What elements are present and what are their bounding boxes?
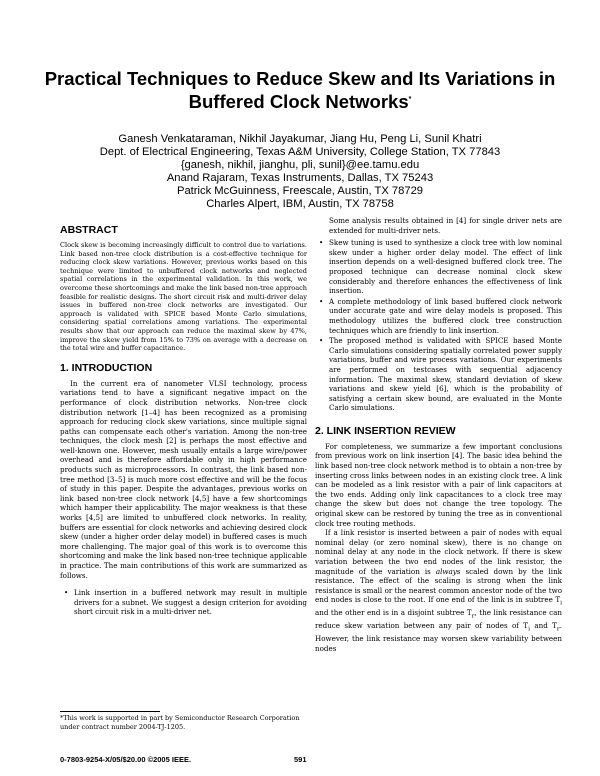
footnote: *This work is supported in part by Semiconductor Research Corporation under contract number 2004-TJ-1205. (60, 714, 300, 731)
author-line: Anand Rajaram, Texas Instruments, Dallas, TX 75243 (166, 172, 434, 184)
section-2-paragraph-1: For completeness, we summarize a few important conclusions from previous work on link insertion [4]. The basic idea behind the link based non-tree clock network method is to obtain a non-tree by inserting cross links between nodes in an existing clock tree. A link can be modeled as a link resistor with a pair of link capacitors at the two ends. Adding only link capacitances to a clock tree may change the skew but does not change the tree topology. The original skew can be restored by tuning the tree as in conventional clock tree routing methods. (315, 441, 562, 528)
list-item-text: A complete methodology of link based buffered clock network under accurate gate and wire delay models is proposed. This methodology utilizes the buffered clock tree construction techniques which are friendly to link insertion. (329, 296, 562, 335)
list-item-text: The proposed method is validated with SPICE based Monte Carlo simulations considering spatially correlated power supply variations, buffer and wire process variations. Our experiments are performed on testcases with sequential adjacency information. The maximal skew, standard deviation of skew variations and skew yield [6], which is the probability of satisfying a certain skew bound, are evaluated in the Monte Carlo simulations. (329, 336, 562, 413)
author-line: Patrick McGuinness, Freescale, Austin, TX 78729 (176, 185, 424, 197)
footnote-divider (60, 711, 160, 712)
page-number: 591 (294, 755, 307, 764)
paper-title (30, 68, 570, 112)
subscript: i (528, 625, 530, 633)
list-item (315, 238, 562, 296)
text-run: and the other end is in a disjoint subtree T (315, 608, 472, 618)
author-line: Charles Alpert, IBM, Austin, TX 78758 (206, 198, 394, 210)
emphasis: always (435, 566, 461, 576)
text-run: . However, the link resistance may worsen skew variability between nodes (315, 621, 563, 654)
author-emails: {ganesh, nikhil, jianghu, pli, sunil}@ee.tamu.edu (180, 159, 420, 171)
section-2-heading: 2. LINK INSERTION REVIEW (315, 424, 456, 437)
left-column (60, 224, 307, 618)
contributions-list-continued (315, 238, 562, 413)
title-line-1: Practical Techniques to Reduce Skew and Its Variations in (44, 68, 556, 89)
bullet-icon: • (319, 336, 324, 346)
bullet-continuation: Some analysis results obtained in [4] for single driver nets are extended for multi-driver nets. (329, 216, 562, 235)
title-line-2 (30, 89, 570, 112)
list-item (315, 297, 562, 335)
list-item (315, 336, 562, 413)
text-run: scaled down by the link resistance. The effect of the scaling is strong when the link resistance is small or the nearest common ancestor node of the two end nodes is close to the root. If one end of the link is in subtree T (315, 566, 562, 605)
copyright-line: 0-7803-9254-X/05/$20.00 ©2005 IEEE. (60, 755, 192, 764)
subscript: i (560, 599, 562, 607)
author-block (60, 133, 540, 211)
bullet-icon: • (64, 588, 69, 598)
introduction-paragraph: In the current era of nanometer VLSI technology, process variations tend to have a significant negative impact on the performance of clock distribution networks. Non-tree clock distribution network [1–4] has been recognized as a promising approach for reducing clock skew variations, since multiple signal paths can compensate each other's variation. Among the non-tree techniques, the clock mesh [2] is perhaps the most effective and well-known one. However, mesh usually entails a large wire/power overhead and is therefore affordable only in high performance products such as microprocessors. In contrast, the link based non-tree method [3–5] is much more cost effective and will be the focus of study in this paper. Despite the advantages, previous works on link based non-tree clock network [4,5] have a few shortcomings which hamper their applicability. The major weakness is that these works [4,5] are limited to unbuffered clock networks. In reality, buffers are essential for clock networks and achieving desired clock skew (under a higher order delay model) in buffered cases is much more challenging. The major goal of this work is to overcome this shortcoming and make the link based non-tree technique applicable in practice. The main contributions of this work are summarized as follows. (60, 378, 307, 580)
section-2-paragraph-2 (315, 528, 562, 653)
introduction-heading: 1. INTRODUCTION (60, 361, 153, 374)
abstract-text: Clock skew is becoming increasingly difficult to control due to variations. Link based non-tree clock distribution is a cost-effective technique for reducing clock skew variations. However, previous works based on this technique were limited to unbuffered clock networks and neglected spatial correlations in the experimental validation. In this work, we overcome these shortcomings and make the link based non-tree approach feasible for realistic designs. The short circuit risk and multi-driver delay issues in buffered non-tree clock networks are investigated. Our approach is validated with SPICE based Monte Carlo simulations, considering spatial correlations among variations. The experimental results show that our approach can reduce the maximal skew by 47%, improve the skew yield from 15% to 73% on average with a decrease on the total wire and buffer capacitance. (60, 241, 307, 353)
text-run: and T (529, 621, 557, 631)
subscript: r (556, 625, 560, 633)
bullet-icon: • (319, 296, 324, 306)
author-affiliation: Dept. of Electrical Engineering, Texas A&M University, College Station, TX 77843 (99, 146, 501, 158)
title-footnote-mark: * (408, 96, 412, 103)
title-line-2-text: Buffered Clock Networks (188, 91, 409, 113)
subscript: r (471, 612, 475, 620)
right-column (315, 216, 562, 654)
list-item-text: Skew tuning is used to synthesize a clock tree with low nominal skew under a higher order delay model. The effect of link insertion depends on a well-designed buffered clock tree. The proposed technique can decrease nominal clock skew considerably and therefore enhances the effectiveness of link insertion. (329, 238, 562, 296)
list-item (60, 588, 307, 617)
text-run: If a link resistor is inserted between a pair of nodes with equal nominal delay (or zero nominal skew), there is no change on nominal delay at any node in the clock network. If there is skew variation between the two end nodes of the link resistor, the magnitude of the variation is (315, 528, 562, 576)
abstract-heading: ABSTRACT (60, 224, 118, 236)
list-item-text: Link insertion in a buffered network may result in multiple drivers for a subnet. We suggest a design criterion for avoiding short circuit risk in a multi-driver net. (74, 588, 307, 617)
text-run: , the link resistance can reduce skew variation between any pair of nodes of T (315, 608, 562, 631)
author-line: Ganesh Venkataraman, Nikhil Jayakumar, Jiang Hu, Peng Li, Sunil Khatri (118, 133, 482, 145)
contributions-list (60, 588, 307, 617)
bullet-icon: • (319, 238, 324, 248)
